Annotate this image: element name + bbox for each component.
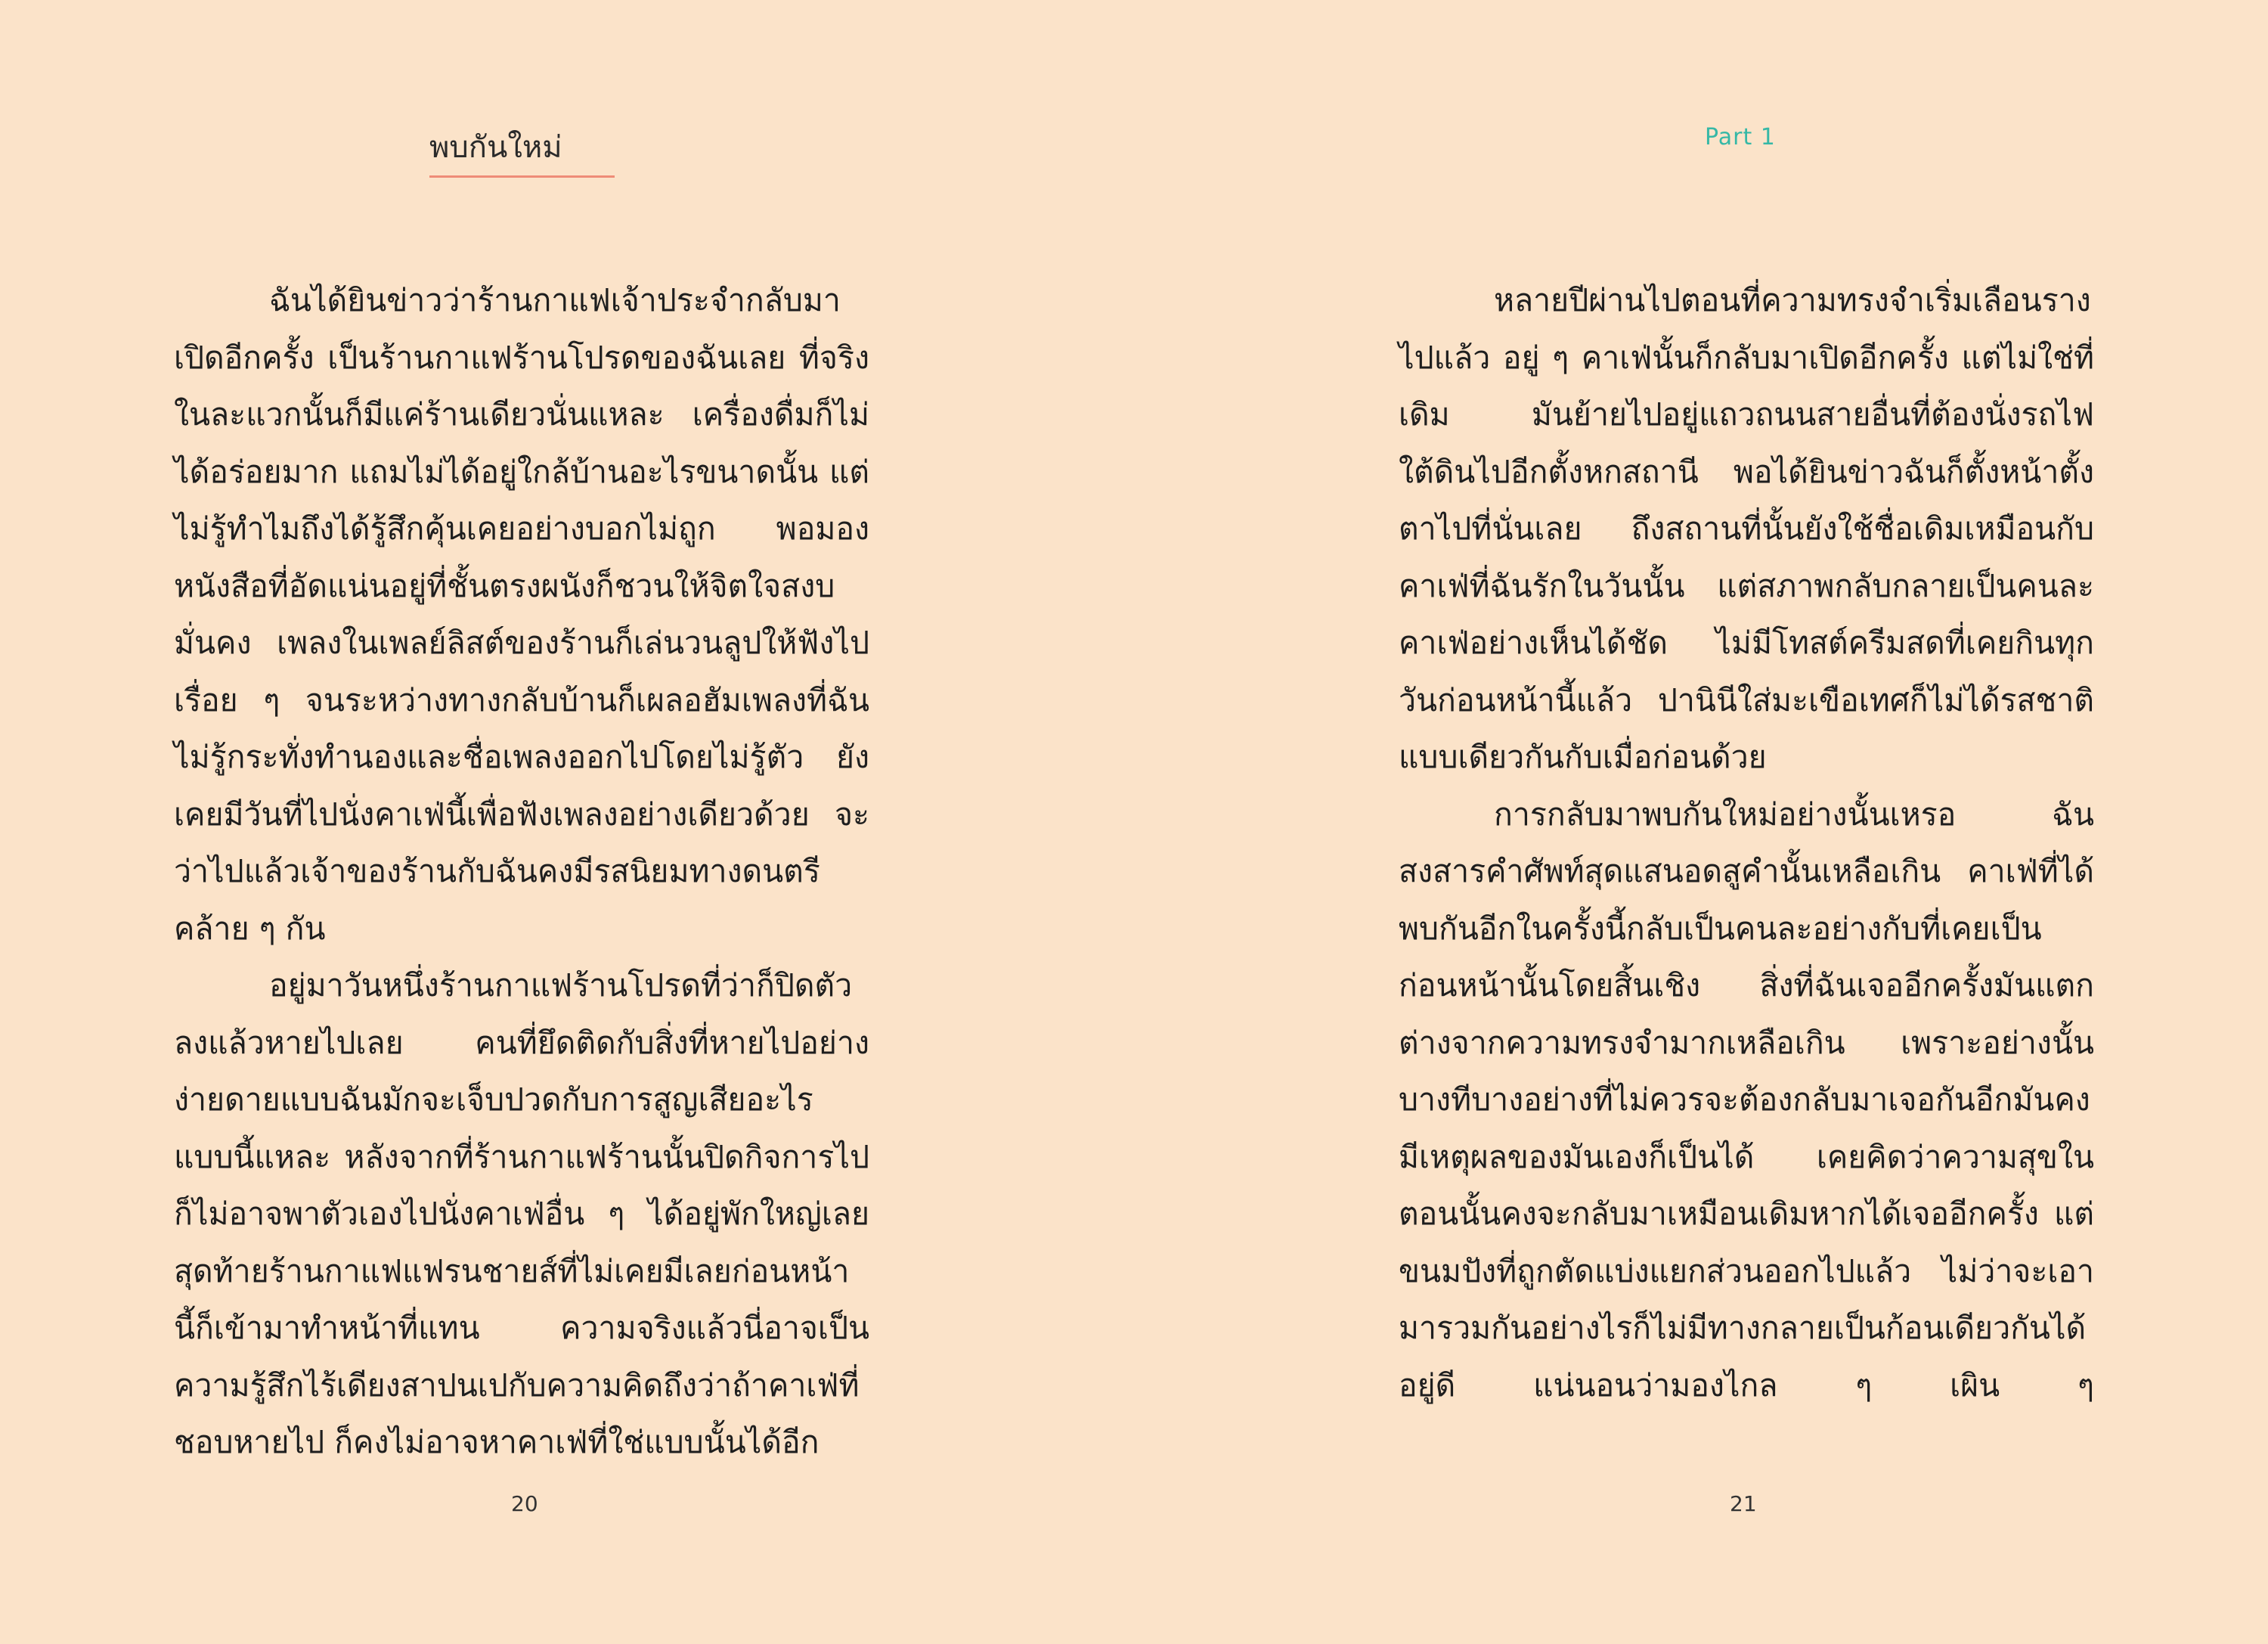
page-number-left: 20 (511, 1491, 538, 1516)
paragraph-1: ฉันได้ยินข่าวว่าร้านกาแฟเจ้าประจำกลับมาเปิดอีกครั้ง เป็นร้านกาแฟร้านโปรดของฉันเลย ที่จริงในละแวกนั้นก็มีแค่ร้านเดียวนั่นแหละ เครื่องดื่มก็ไม่ได้อร่อยมาก แถมไม่ได้อยู่ใกล้บ้านอะไรขนาดนั้น แต่ไม่รู้ทำไมถึงได้รู้สึกคุ้นเคยอย่างบอกไม่ถูก พอมองหนังสือที่อัดแน่นอยู่ที่ชั้นตรงผนังก็ชวนให้จิตใจสงบมั่นคง เพลงในเพลย์ลิสต์ของร้านก็เล่นวนลูปให้ฟังไปเรื่อย ๆ จนระหว่างทางกลับบ้านก็เผลอฮัมเพลงที่ฉันไม่รู้กระทั่งทำนองและชื่อเพลงออกไปโดยไม่รู้ตัว ยังเคยมีวันที่ไปนั่งคาเฟ่นี้เพื่อฟังเพลงอย่างเดียวด้วย จะว่าไปแล้วเจ้าของร้านกับฉันคงมีรสนิยมทางดนตรีคล้าย ๆ กัน (174, 282, 869, 947)
paragraph-3: หลายปีผ่านไปตอนที่ความทรงจำเริ่มเลือนรางไปแล้ว อยู่ ๆ คาเฟ่นั้นก็กลับมาเปิดอีกครั้ง แต่ไม่ใช่ที่เดิม มันย้ายไปอยู่แถวถนนสายอื่นที่ต้องนั่งรถไฟใต้ดินไปอีกตั้งหกสถานี พอได้ยินข่าวฉันก็ตั้งหน้าตั้งตาไปที่นั่นเลย ถึงสถานที่นั้นยังใช้ชื่อเดิมเหมือนกับคาเฟ่ที่ฉันรักในวันนั้น แต่สภาพกลับกลายเป็นคนละคาเฟ่อย่างเห็นได้ชัด ไม่มีโทสต์ครีมสดที่เคยกินทุกวันก่อนหน้านี้แล้ว ปานินีใส่มะเขือเทศก็ไม่ได้รสชาติแบบเดียวกันกับเมื่อก่อนด้วย (1399, 282, 2094, 775)
chapter-title-underline (429, 175, 615, 178)
chapter-title: พบกันใหม่ (429, 130, 562, 165)
paragraph-2: อยู่มาวันหนึ่งร้านกาแฟร้านโปรดที่ว่าก็ปิดตัวลงแล้วหายไปเลย คนที่ยึดติดกับสิ่งที่หายไปอย่างง่ายดายแบบฉันมักจะเจ็บปวดกับการสูญเสียอะไรแบบนี้แหละ หลังจากที่ร้านกาแฟร้านนั้นปิดกิจการไปก็ไม่อาจพาตัวเองไปนั่งคาเฟ่อื่น ๆ ได้อยู่พักใหญ่เลย สุดท้ายร้านกาแฟแฟรนชายส์ที่ไม่เคยมีเลยก่อนหน้านี้ก็เข้ามาทำหน้าที่แทน ความจริงแล้วนี่อาจเป็นความรู้สึกไร้เดียงสาปนเปกับความคิดถึงว่าถ้าคาเฟ่ที่ชอบหายไป ก็คงไม่อาจหาคาเฟ่ที่ใช่แบบนั้นได้อีก (174, 967, 869, 1460)
page-number-right: 21 (1730, 1491, 1757, 1516)
right-page (1134, 0, 2268, 1644)
right-page-body (1399, 272, 2094, 1414)
paragraph-4: การกลับมาพบกันใหม่อย่างนั้นเหรอ ฉันสงสารคำศัพท์สุดแสนอดสูคำนั้นเหลือเกิน คาเฟ่ที่ได้พบกันอีกในครั้งนี้กลับเป็นคนละอย่างกับที่เคยเป็นก่อนหน้านั้นโดยสิ้นเชิง สิ่งที่ฉันเจออีกครั้งมันแตกต่างจากความทรงจำมากเหลือเกิน เพราะอย่างนั้นบางทีบางอย่างที่ไม่ควรจะต้องกลับมาเจอกันอีกมันคงมีเหตุผลของมันเองก็เป็นได้ เคยคิดว่าความสุขในตอนนั้นคงจะกลับมาเหมือนเดิมหากได้เจออีกครั้ง แต่ขนมปังที่ถูกตัดแบ่งแยกส่วนออกไปแล้ว ไม่ว่าจะเอามารวมกันอย่างไรก็ไม่มีทางกลายเป็นก้อนเดียวกันได้อยู่ดี แน่นอนว่ามองไกล ๆ เผิน ๆ (1399, 796, 2094, 1404)
left-page-body (174, 272, 869, 1472)
part-label: Part 1 (1705, 124, 1776, 150)
